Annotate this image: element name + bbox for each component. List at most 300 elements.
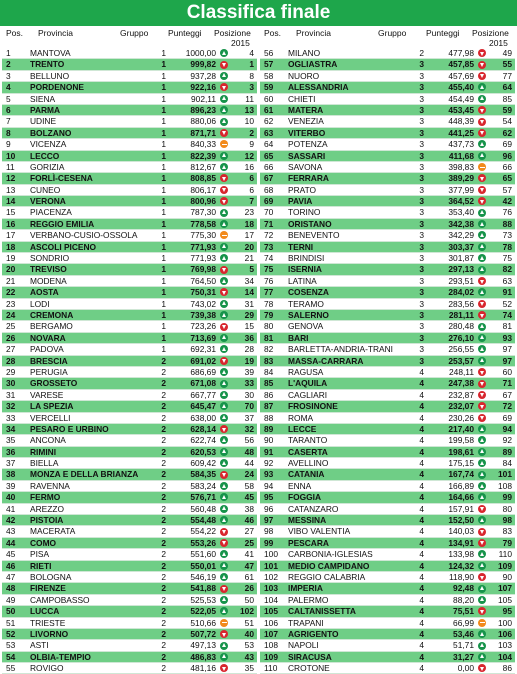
row-gruppo: 4 (419, 492, 424, 503)
table-row (260, 618, 515, 629)
table-row (2, 162, 257, 173)
row-punteggi: 389,29 (448, 173, 474, 184)
table-row (2, 276, 257, 287)
table-row (260, 105, 515, 116)
row-prev-position: 49 (502, 48, 512, 58)
row-provincia: LODI (30, 298, 50, 309)
trend-cell (478, 128, 488, 138)
row-prev-position: 94 (502, 423, 512, 434)
row-provincia: VITERBO (288, 127, 326, 138)
row-pos: 30 (6, 378, 16, 389)
trend-cell (220, 561, 230, 571)
row-provincia: FERRARA (288, 173, 329, 184)
row-punteggi: 457,85 (448, 59, 474, 70)
row-provincia: CAGLIARI (288, 389, 328, 400)
row-provincia: LATINA (288, 275, 317, 286)
arrow-up-icon (220, 209, 228, 217)
row-prev-position: 106 (498, 628, 512, 639)
table-row (260, 310, 515, 321)
row-pos: 49 (6, 594, 16, 605)
table-row (2, 173, 257, 184)
row-punteggi: 217,40 (448, 423, 474, 434)
row-pos: 91 (264, 446, 274, 457)
header-provincia: Provincia (38, 28, 73, 38)
trend-cell (478, 447, 488, 457)
trend-cell (220, 606, 230, 616)
row-punteggi: 764,50 (190, 275, 216, 286)
row-pos: 34 (6, 423, 16, 434)
arrow-up-icon (478, 630, 486, 638)
row-pos: 65 (264, 150, 274, 161)
arrow-up-icon (220, 482, 228, 490)
table-row (2, 572, 257, 583)
table-row (260, 230, 515, 241)
table-row (260, 59, 515, 70)
table-row (2, 401, 257, 412)
row-gruppo: 1 (161, 116, 166, 127)
row-provincia: CROTONE (288, 663, 330, 674)
row-pos: 32 (6, 401, 16, 412)
row-prev-position: 51 (244, 617, 254, 628)
row-pos: 53 (6, 640, 16, 651)
row-pos: 21 (6, 275, 16, 286)
row-provincia: LA SPEZIA (30, 401, 74, 412)
row-gruppo: 3 (419, 264, 424, 275)
table-row (2, 515, 257, 526)
trend-cell (220, 185, 230, 195)
arrow-down-icon (220, 425, 228, 433)
table-row (260, 333, 515, 344)
row-provincia: FERMO (30, 492, 61, 503)
row-prev-position: 110 (498, 549, 512, 560)
row-gruppo: 2 (419, 48, 424, 58)
row-prev-position: 27 (244, 526, 254, 537)
row-provincia: LUCCA (30, 606, 60, 617)
row-prev-position: 98 (502, 515, 512, 526)
arrow-down-icon (478, 118, 486, 126)
table-row (260, 447, 515, 458)
table-row (2, 310, 257, 321)
trend-cell (478, 162, 488, 172)
arrow-up-icon (220, 163, 228, 171)
row-pos: 68 (264, 184, 274, 195)
row-punteggi: 441,25 (448, 127, 474, 138)
row-punteggi: 124,32 (448, 560, 474, 571)
row-prev-position: 89 (502, 446, 512, 457)
row-prev-position: 60 (502, 366, 512, 377)
row-gruppo: 4 (419, 571, 424, 582)
row-punteggi: 92,48 (453, 583, 474, 594)
row-prev-position: 109 (498, 560, 512, 571)
header-year: 2015 (230, 38, 250, 48)
row-punteggi: 140,03 (448, 526, 474, 537)
row-punteggi: 771,93 (190, 241, 216, 252)
row-punteggi: 769,98 (190, 264, 216, 275)
row-prev-position: 96 (502, 150, 512, 161)
table-row (260, 287, 515, 298)
row-punteggi: 398,83 (448, 161, 474, 172)
row-gruppo: 2 (161, 549, 166, 560)
trend-cell (220, 652, 230, 662)
row-provincia: RAGUSA (288, 366, 324, 377)
arrow-up-icon (220, 49, 228, 57)
table-row (2, 356, 257, 367)
row-pos: 16 (6, 218, 16, 229)
header-pos: Pos. (264, 28, 282, 38)
trend-cell (478, 378, 488, 388)
arrow-down-icon (220, 323, 228, 331)
trend-cell (220, 629, 230, 639)
table-row (260, 435, 515, 446)
row-pos: 70 (264, 207, 274, 218)
row-gruppo: 4 (419, 617, 424, 628)
table-row (260, 207, 515, 218)
arrow-up-icon (220, 368, 228, 376)
row-pos: 50 (6, 606, 16, 617)
row-pos: 6 (6, 104, 11, 115)
row-prev-position: 11 (245, 93, 254, 104)
row-gruppo: 3 (419, 332, 424, 343)
row-provincia: TRENTO (30, 59, 65, 70)
row-pos: 43 (6, 526, 16, 537)
table-row (260, 413, 515, 424)
table-row (2, 606, 257, 617)
row-pos: 31 (6, 389, 16, 400)
row-gruppo: 3 (419, 127, 424, 138)
arrow-up-icon (220, 505, 228, 513)
row-provincia: L'AQUILA (288, 378, 328, 389)
row-gruppo: 3 (419, 218, 424, 229)
table-row (2, 640, 257, 651)
row-prev-position: 17 (244, 230, 254, 241)
row-prev-position: 69 (502, 412, 512, 423)
arrow-up-icon (220, 550, 228, 558)
row-pos: 78 (264, 298, 274, 309)
trend-cell (220, 413, 230, 423)
row-gruppo: 1 (161, 184, 166, 195)
table-row (260, 367, 515, 378)
arrow-up-icon (478, 288, 486, 296)
row-gruppo: 3 (419, 70, 424, 81)
row-pos: 73 (264, 241, 274, 252)
trend-cell (220, 538, 230, 548)
trend-cell (478, 151, 488, 161)
row-gruppo: 4 (419, 366, 424, 377)
row-punteggi: 453,45 (448, 104, 474, 115)
row-pos: 25 (6, 321, 16, 332)
arrow-down-icon (478, 664, 486, 672)
arrow-up-icon (478, 471, 486, 479)
row-pos: 109 (264, 651, 278, 662)
row-provincia: POTENZA (288, 139, 328, 150)
row-provincia: MASSA-CARRARA (288, 355, 364, 366)
arrow-down-icon (478, 607, 486, 615)
row-gruppo: 3 (419, 287, 424, 298)
trend-cell (220, 151, 230, 161)
row-prev-position: 99 (502, 492, 512, 503)
row-provincia: CHIETI (288, 93, 316, 104)
table-row (260, 549, 515, 560)
table-row (2, 435, 257, 446)
row-gruppo: 1 (161, 93, 166, 104)
arrow-up-icon (220, 220, 228, 228)
row-gruppo: 1 (161, 241, 166, 252)
arrow-down-icon (220, 528, 228, 536)
arrow-up-icon (478, 653, 486, 661)
arrow-up-icon (478, 83, 486, 91)
trend-cell (220, 481, 230, 491)
arrow-down-icon (478, 197, 486, 205)
row-provincia: BRINDISI (288, 253, 325, 264)
row-punteggi: 303,37 (448, 241, 474, 252)
arrow-up-icon (478, 357, 486, 365)
arrow-up-icon (220, 95, 228, 103)
row-punteggi: 477,98 (448, 48, 474, 58)
row-punteggi: 486,83 (190, 651, 216, 662)
arrow-down-icon (478, 414, 486, 422)
row-prev-position: 29 (244, 309, 254, 320)
table-row (260, 481, 515, 492)
row-provincia: SIENA (30, 93, 56, 104)
row-pos: 56 (264, 48, 274, 58)
row-punteggi: 739,38 (190, 309, 216, 320)
row-gruppo: 4 (419, 412, 424, 423)
row-pos: 12 (6, 173, 16, 184)
trend-cell (478, 287, 488, 297)
row-gruppo: 1 (161, 59, 166, 70)
trend-cell (220, 435, 230, 445)
trend-cell (478, 207, 488, 217)
row-provincia: TRAPANI (288, 617, 324, 628)
row-pos: 4 (6, 82, 11, 93)
trend-cell (478, 492, 488, 502)
row-pos: 69 (264, 196, 274, 207)
row-prev-position: 61 (244, 571, 254, 582)
row-pos: 92 (264, 458, 274, 469)
row-prev-position: 50 (244, 594, 254, 605)
row-pos: 35 (6, 435, 16, 446)
row-punteggi: 283,56 (448, 298, 474, 309)
row-provincia: UDINE (30, 116, 57, 127)
trend-cell (220, 447, 230, 457)
table-row (2, 207, 257, 218)
arrow-up-icon (478, 266, 486, 274)
row-punteggi: 230,26 (448, 412, 474, 423)
row-pos: 13 (6, 184, 16, 195)
trend-cell (478, 94, 488, 104)
arrow-down-icon (478, 72, 486, 80)
table-row (260, 128, 515, 139)
row-punteggi: 525,53 (190, 594, 216, 605)
arrow-up-icon (220, 311, 228, 319)
trend-cell (220, 344, 230, 354)
row-provincia: NOVARA (30, 332, 66, 343)
trend-cell (478, 321, 488, 331)
arrow-down-icon (220, 83, 228, 91)
arrow-down-icon (478, 49, 486, 57)
row-provincia: BIELLA (30, 458, 59, 469)
arrow-up-icon (478, 596, 486, 604)
trend-cell (220, 492, 230, 502)
row-provincia: MEDIO CAMPIDANO (288, 560, 370, 571)
table-row (260, 629, 515, 640)
row-punteggi: 284,02 (448, 287, 474, 298)
table-row (260, 185, 515, 196)
row-prev-position: 35 (244, 663, 254, 674)
row-pos: 67 (264, 173, 274, 184)
row-gruppo: 2 (161, 537, 166, 548)
row-pos: 89 (264, 423, 274, 434)
row-punteggi: 454,49 (448, 93, 474, 104)
row-gruppo: 2 (161, 583, 166, 594)
table-row (2, 663, 257, 674)
row-pos: 20 (6, 264, 16, 275)
trend-cell (478, 310, 488, 320)
row-provincia: RIMINI (30, 446, 57, 457)
row-gruppo: 2 (161, 515, 166, 526)
table-row (2, 595, 257, 606)
row-gruppo: 2 (161, 389, 166, 400)
row-provincia: OGLIASTRA (288, 59, 338, 70)
arrow-up-icon (478, 95, 486, 103)
trend-cell (478, 116, 488, 126)
table-row (2, 549, 257, 560)
row-pos: 102 (264, 571, 278, 582)
table-row (2, 447, 257, 458)
row-gruppo: 1 (161, 309, 166, 320)
row-provincia: FROSINONE (288, 401, 338, 412)
row-prev-position: 64 (502, 82, 512, 93)
row-provincia: TERNI (288, 241, 314, 252)
row-provincia: GROSSETO (30, 378, 78, 389)
row-provincia: VERCELLI (30, 412, 71, 423)
trend-cell (478, 173, 488, 183)
trend-cell (478, 333, 488, 343)
trend-cell (478, 344, 488, 354)
row-provincia: COSENZA (288, 287, 329, 298)
trend-cell (478, 82, 488, 92)
row-punteggi: 622,74 (190, 435, 216, 446)
row-punteggi: 896,23 (190, 104, 216, 115)
row-provincia: PALERMO (288, 594, 329, 605)
row-pos: 74 (264, 253, 274, 264)
trend-cell (478, 640, 488, 650)
row-prev-position: 19 (244, 355, 254, 366)
row-pos: 60 (264, 93, 274, 104)
row-prev-position: 57 (502, 184, 512, 195)
row-punteggi: 247,38 (448, 378, 474, 389)
row-provincia: ISERNIA (288, 264, 322, 275)
equal-icon (220, 140, 228, 148)
table-row (260, 663, 515, 674)
row-gruppo: 1 (161, 207, 166, 218)
row-provincia: GORIZIA (30, 161, 65, 172)
row-gruppo: 1 (161, 48, 166, 58)
row-pos: 27 (6, 344, 16, 355)
row-prev-position: 6 (249, 173, 254, 184)
row-provincia: PERUGIA (30, 366, 68, 377)
arrow-down-icon (220, 630, 228, 638)
trend-cell (220, 378, 230, 388)
row-punteggi: 691,02 (190, 355, 216, 366)
row-punteggi: 133,98 (448, 549, 474, 560)
arrow-down-icon (478, 106, 486, 114)
row-punteggi: 51,71 (453, 640, 474, 651)
row-provincia: GENOVA (288, 321, 324, 332)
row-gruppo: 4 (419, 515, 424, 526)
trend-cell (220, 94, 230, 104)
row-punteggi: 0,00 (457, 663, 474, 674)
arrow-up-icon (220, 414, 228, 422)
row-pos: 104 (264, 594, 278, 605)
trend-cell (478, 230, 488, 240)
arrow-up-icon (220, 243, 228, 251)
table-row (2, 367, 257, 378)
arrow-up-icon (478, 482, 486, 490)
row-prev-position: 95 (502, 606, 512, 617)
row-gruppo: 3 (419, 344, 424, 355)
row-provincia: BOLOGNA (30, 571, 72, 582)
row-gruppo: 4 (419, 560, 424, 571)
row-gruppo: 4 (419, 628, 424, 639)
trend-cell (478, 401, 488, 411)
row-provincia: VIBO VALENTIA (288, 526, 351, 537)
row-pos: 8 (6, 127, 11, 138)
row-punteggi: 667,77 (190, 389, 216, 400)
row-punteggi: 775,30 (190, 230, 216, 241)
row-gruppo: 3 (419, 253, 424, 264)
table-row (260, 526, 515, 537)
row-provincia: NUORO (288, 70, 320, 81)
arrow-down-icon (478, 539, 486, 547)
header-gruppo: Gruppo (120, 28, 149, 38)
row-pos: 94 (264, 480, 274, 491)
trend-cell (220, 356, 230, 366)
row-punteggi: 134,91 (448, 537, 474, 548)
trend-cell (220, 595, 230, 605)
row-pos: 26 (6, 332, 16, 343)
row-pos: 51 (6, 617, 16, 628)
trend-cell (478, 458, 488, 468)
arrow-down-icon (220, 61, 228, 69)
row-punteggi: 800,96 (190, 196, 216, 207)
row-gruppo: 2 (161, 355, 166, 366)
arrow-up-icon (478, 220, 486, 228)
row-prev-position: 26 (244, 583, 254, 594)
row-prev-position: 42 (502, 196, 512, 207)
row-punteggi: 281,11 (448, 309, 474, 320)
table-row (2, 333, 257, 344)
row-punteggi: 437,73 (448, 139, 474, 150)
trend-cell (220, 515, 230, 525)
row-prev-position: 71 (502, 378, 512, 389)
row-prev-position: 77 (502, 70, 512, 81)
row-gruppo: 3 (419, 230, 424, 241)
table-row (2, 390, 257, 401)
row-punteggi: 550,01 (190, 560, 216, 571)
row-pos: 29 (6, 366, 16, 377)
row-pos: 44 (6, 537, 16, 548)
row-punteggi: 301,87 (448, 253, 474, 264)
arrow-down-icon (478, 61, 486, 69)
row-prev-position: 14 (244, 287, 254, 298)
arrow-down-icon (478, 186, 486, 194)
row-provincia: FOGGIA (288, 492, 322, 503)
left-column (2, 26, 257, 674)
row-pos: 66 (264, 161, 274, 172)
table-row (2, 139, 257, 150)
row-prev-position: 81 (502, 321, 512, 332)
